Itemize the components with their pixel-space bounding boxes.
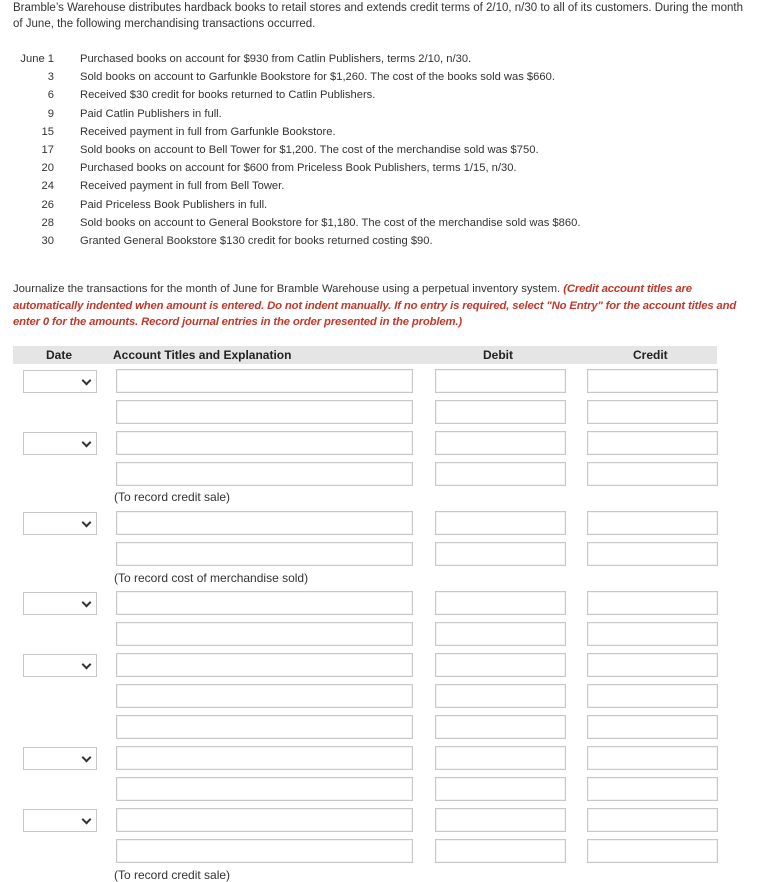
date-select[interactable] <box>23 432 97 455</box>
transaction-date: June 1 <box>20 53 54 65</box>
transaction-text: Sold books on account to Garfunkle Bookstore for $1,260. The cost of the books sold was $660. <box>80 71 555 84</box>
debit-input[interactable] <box>435 462 566 486</box>
transaction-text: Received payment in full from Bell Tower. <box>80 180 285 193</box>
credit-input[interactable] <box>587 542 718 566</box>
transaction-text: Sold books on account to Bell Tower for $1,200. The cost of the merchandise sold was $750. <box>80 143 539 156</box>
date-select[interactable] <box>23 809 97 832</box>
debit-input[interactable] <box>435 431 566 455</box>
chevron-down-icon <box>82 660 92 670</box>
entry-explanation: (To record credit sale) <box>114 490 231 504</box>
credit-input[interactable] <box>587 839 718 863</box>
date-select[interactable] <box>23 747 97 770</box>
journal-table-header <box>13 346 717 364</box>
date-select[interactable] <box>23 654 97 677</box>
transaction-date: 17 <box>41 143 54 156</box>
debit-input[interactable] <box>435 511 566 535</box>
account-title-input[interactable] <box>116 400 413 424</box>
transaction-text: Sold books on account to General Bookstore for $1,180. The cost of the merchandise sold was $860. <box>80 216 581 229</box>
account-title-input[interactable] <box>116 542 413 566</box>
debit-input[interactable] <box>435 746 566 770</box>
transaction-date: 24 <box>41 180 54 193</box>
transaction-date: 30 <box>41 234 54 247</box>
transaction-text: Granted General Bookstore $130 credit for books returned costing $90. <box>80 234 433 247</box>
debit-input[interactable] <box>435 684 566 708</box>
chevron-down-icon <box>82 753 92 763</box>
account-title-input[interactable] <box>116 431 413 455</box>
account-title-input[interactable] <box>116 369 413 393</box>
transaction-date: 3 <box>47 71 54 84</box>
transaction-text: Received payment in full from Garfunkle Bookstore. <box>80 125 336 138</box>
transaction-text: Paid Catlin Publishers in full. <box>80 107 222 120</box>
account-title-input[interactable] <box>116 777 413 801</box>
transaction-text: Paid Priceless Book Publishers in full. <box>80 198 268 211</box>
debit-input[interactable] <box>435 542 566 566</box>
transaction-text: Received $30 credit for books returned to Catlin Publishers. <box>80 89 376 102</box>
credit-input[interactable] <box>587 684 718 708</box>
credit-input[interactable] <box>587 746 718 770</box>
chevron-down-icon <box>82 438 92 448</box>
credit-input[interactable] <box>587 400 718 424</box>
entry-explanation: (To record credit sale) <box>114 868 231 882</box>
account-title-input[interactable] <box>116 715 413 739</box>
transaction-date: 20 <box>41 162 54 175</box>
account-title-input[interactable] <box>116 653 413 677</box>
debit-input[interactable] <box>435 400 566 424</box>
debit-input[interactable] <box>435 839 566 863</box>
account-title-input[interactable] <box>116 839 413 863</box>
instructions <box>13 281 753 331</box>
credit-input[interactable] <box>587 462 718 486</box>
entry-explanation: (To record cost of merchandise sold) <box>114 571 309 585</box>
date-select[interactable] <box>23 592 97 615</box>
credit-input[interactable] <box>587 369 718 393</box>
debit-input[interactable] <box>435 808 566 832</box>
credit-input[interactable] <box>587 622 718 646</box>
instructions-text: Journalize the transactions for the month of June for Bramble Warehouse using a perpetual inventory system. <box>13 283 561 295</box>
problem-intro: Bramble’s Warehouse distributes hardback books to retail stores and extends credit terms of 2/10, n/30 to all of its customers. During the month of June, the following merchandising transactions occurred. <box>13 2 743 30</box>
chevron-down-icon <box>82 598 92 608</box>
header-date: Date <box>46 348 73 362</box>
credit-input[interactable] <box>587 715 718 739</box>
header-account: Account Titles and Explanation <box>113 348 292 362</box>
account-title-input[interactable] <box>116 808 413 832</box>
account-title-input[interactable] <box>116 591 413 615</box>
header-credit: Credit <box>633 348 668 362</box>
credit-input[interactable] <box>587 511 718 535</box>
transaction-date: 15 <box>41 125 54 138</box>
account-title-input[interactable] <box>116 462 413 486</box>
chevron-down-icon <box>82 518 92 528</box>
account-title-input[interactable] <box>116 746 413 770</box>
account-title-input[interactable] <box>116 622 413 646</box>
transaction-date: 26 <box>41 198 54 211</box>
instructions-emphasis: (Credit account titles are automatically indented when amount is entered. Do not indent manually. If no entry is required, select "No Entry" for the account titles and enter 0 for the amounts. Record journal entries in the order presented in the problem.) <box>13 283 737 328</box>
debit-input[interactable] <box>435 622 566 646</box>
header-debit: Debit <box>483 348 513 362</box>
debit-input[interactable] <box>435 715 566 739</box>
chevron-down-icon <box>82 376 92 386</box>
transaction-text: Purchased books on account for $930 from Catlin Publishers, terms 2/10, n/30. <box>80 53 472 65</box>
account-title-input[interactable] <box>116 684 413 708</box>
transaction-text: Purchased books on account for $600 from Priceless Book Publishers, terms 1/15, n/30. <box>80 162 517 175</box>
transaction-date: 28 <box>41 216 54 229</box>
credit-input[interactable] <box>587 431 718 455</box>
credit-input[interactable] <box>587 808 718 832</box>
credit-input[interactable] <box>587 777 718 801</box>
transaction-date: 9 <box>47 107 54 120</box>
transaction-date: 6 <box>47 89 54 102</box>
account-title-input[interactable] <box>116 511 413 535</box>
date-select[interactable] <box>23 512 97 535</box>
chevron-down-icon <box>82 815 92 825</box>
debit-input[interactable] <box>435 591 566 615</box>
debit-input[interactable] <box>435 777 566 801</box>
credit-input[interactable] <box>587 653 718 677</box>
credit-input[interactable] <box>587 591 718 615</box>
debit-input[interactable] <box>435 369 566 393</box>
debit-input[interactable] <box>435 653 566 677</box>
date-select[interactable] <box>23 370 97 393</box>
